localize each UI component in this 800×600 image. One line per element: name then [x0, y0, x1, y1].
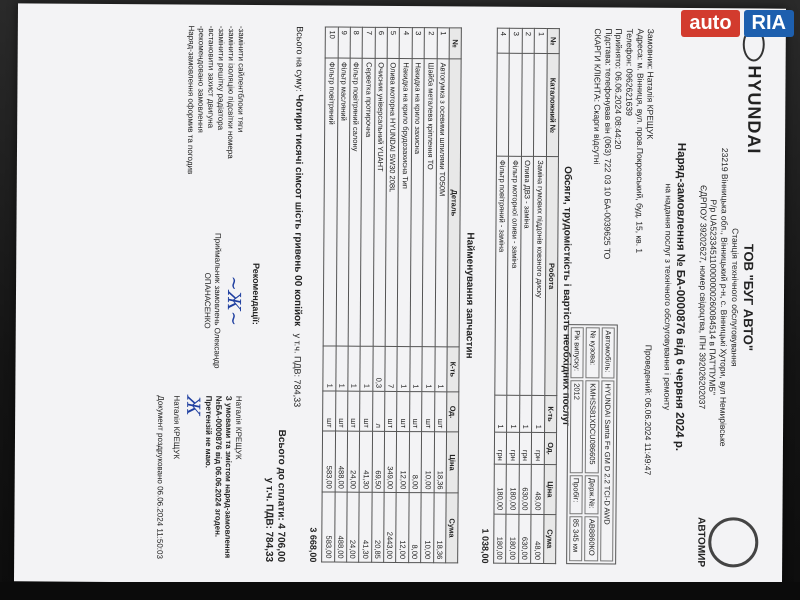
table-cell: 180,00	[506, 464, 519, 514]
table-cell: 12,00	[397, 432, 410, 493]
parts-title: Найменування запчастин	[463, 232, 476, 359]
table-cell: 8,00	[409, 432, 422, 493]
vat-value: 784,33	[292, 379, 303, 408]
table-cell: шт	[385, 392, 398, 432]
table-cell: грн	[507, 432, 520, 464]
note-line: -замінити решітку радіатора	[216, 25, 227, 131]
table-cell: Заміна гумових піддонів ковзного диску	[532, 157, 546, 396]
table-cell: 41,30	[359, 431, 372, 492]
table-cell: 48,00	[531, 465, 544, 515]
table-cell: грн	[519, 432, 532, 464]
order-subtitle: на надання послуг з технічного обслуговування і ремонту	[662, 183, 674, 411]
table-cell: 630,00	[519, 514, 532, 564]
company-name: ТОВ "БУГ АВТО"	[740, 243, 757, 352]
table-cell: шт	[360, 391, 373, 431]
table-header: К-ть	[544, 396, 557, 433]
footer-block	[122, 25, 246, 562]
performed-date: Проведений: 06.06.2024 11:49:47	[642, 344, 654, 476]
table-cell	[509, 54, 522, 157]
table-cell: Накидка на крило захисна	[410, 59, 424, 346]
table-cell: 41,30	[359, 492, 372, 562]
table-cell: 1	[437, 28, 450, 59]
table-cell: шт	[323, 391, 336, 431]
table-cell: 2	[424, 28, 437, 59]
table-cell: 18,36	[433, 493, 446, 563]
table-cell: 5	[387, 27, 400, 58]
total-to-pay: 4 706,00	[275, 523, 287, 563]
table-cell: 12,00	[396, 493, 409, 563]
note-line: -замінити сайлентблоки тяги	[236, 25, 247, 133]
watermark-auto: auto	[681, 10, 739, 37]
watermark-ria: RIA	[744, 10, 794, 37]
table-cell: 7	[363, 27, 376, 58]
table-cell: 1	[534, 28, 547, 53]
hyundai-logo: HYUNDAI	[742, 27, 766, 154]
table-cell: шт	[397, 392, 410, 432]
company-line2: 23219 Вінницька обл., Вінницький р-н, с. Вінницькі Хутори, вул Немирівське	[718, 147, 731, 447]
table-cell: 4	[400, 27, 413, 58]
autoria-watermark	[681, 10, 794, 37]
order-reason: Підстава: телефонував він (063) 722 03 10 БА-0039625 ТО	[602, 28, 614, 260]
company-line3: Р/р UA523345110000000260084514 в ПАТ"ПУМБ"	[707, 199, 720, 395]
table-cell: грн	[532, 432, 545, 464]
table-cell: 2	[522, 28, 535, 53]
table-cell: 3	[510, 28, 523, 53]
note-line: -встановити захист двигуна	[206, 25, 217, 129]
table-cell: 349,00	[384, 431, 397, 492]
table-cell: 69,50	[372, 431, 385, 492]
table-cell: 6	[375, 27, 388, 58]
table-header: Деталь	[447, 59, 461, 346]
table-cell: 4	[497, 28, 510, 53]
table-cell	[521, 54, 534, 157]
table-header: №	[547, 29, 560, 54]
table-cell: шт	[422, 392, 435, 432]
table-header: Ціна	[544, 465, 557, 515]
company-line1: Станція технічного обслуговування	[729, 228, 741, 367]
table-cell: Оливa ДВЗ - заміна	[520, 157, 534, 396]
table-header: Ціна	[446, 432, 459, 493]
sum-in-words: Чотири тисячі сімсот шість гривень 00 копійок	[291, 94, 305, 327]
table-cell: 1	[507, 395, 520, 432]
table-cell: 1	[519, 395, 532, 432]
table-cell: Автогумка з осевими шпилями ТО50М	[435, 59, 449, 346]
table-cell: Фільтр повітряний - заміна	[495, 156, 509, 395]
table-cell: 24,00	[347, 431, 360, 492]
table-cell: 1	[434, 346, 447, 392]
document-paper	[14, 3, 786, 586]
customer-address: Адреса: м. Вінниця, вул. пров.Покровський, буд. 15, кв. 1	[633, 28, 646, 254]
dealer-name: АВТОМИР	[695, 517, 707, 568]
table-header: Од.	[447, 392, 460, 432]
table-cell: 7	[385, 346, 398, 392]
table-cell: шт	[434, 392, 447, 432]
table-cell: 1	[410, 346, 423, 392]
table-cell: 1	[348, 346, 361, 392]
note-line: -рекомендовано замовлення	[196, 25, 207, 133]
table-cell: 630,00	[519, 464, 532, 514]
table-cell: 180,00	[506, 514, 519, 564]
table-cell: Олива моторна HYUNDAI 5W30 208L	[385, 59, 399, 346]
table-cell: 48,00	[531, 514, 544, 564]
note-line: -замінити ізоляцію підсвітки номера	[226, 25, 237, 159]
table-cell: Фільтр повітряний	[323, 58, 337, 345]
table-cell: шт	[409, 392, 422, 432]
works-title: Обсяги, трудомісткість і вартість необхідних послуг	[560, 166, 574, 427]
table-cell	[534, 54, 547, 157]
table-cell: Накидка на крило брудозахисна Тип	[398, 59, 412, 346]
parts-table	[321, 26, 462, 563]
total-vat: 784,33	[263, 531, 275, 563]
table-cell: шт	[348, 391, 361, 431]
order-title: Наряд-замовлення № БА-0000876 від 6 червня 2024 р.	[673, 142, 688, 452]
table-header: Робота	[544, 157, 558, 396]
customer-info	[571, 28, 657, 564]
customer-name: Замовник: Наталія КРЕЩУК	[645, 28, 657, 140]
table-cell: Очисник універсальний YUAHT	[373, 59, 387, 346]
table-cell: 180,00	[494, 464, 507, 514]
table-cell: 1	[360, 346, 373, 392]
table-cell: Серветка протирочна	[361, 59, 375, 346]
parts-total: 3 668,00	[308, 527, 319, 563]
table-cell: 488,00	[334, 492, 347, 562]
recommendations-label: Рекомендації:	[251, 262, 262, 326]
table-header: Каталожний №	[546, 54, 559, 157]
printed-date: Документ роздруковано 06.06.2024 11:50:03	[154, 395, 166, 559]
dealer-logo	[694, 517, 759, 567]
works-total: 1 038,00	[480, 528, 491, 564]
note-line: Наряд-замовлення оформив та погодив	[186, 25, 197, 175]
vehicle-mileage: 85 345 км	[569, 516, 583, 562]
table-cell: 9	[338, 27, 351, 58]
table-cell: 1	[323, 346, 336, 392]
company-line4: ЄДРПОУ 39202627, номер свідоцтва, ІПН 392026202037	[697, 185, 709, 410]
table-header: Сума	[446, 493, 459, 563]
summary-block: Всього на суму: Чотири тисячі сімсот шість гривень 00 копійок у т.ч. ПДВ: 784,33 Всього до сплати: 4 706,00 у т.ч. ПДВ: 784,33 Рекомендації:	[248, 26, 304, 562]
table-cell: 488,00	[335, 431, 348, 492]
table-cell: 1	[422, 346, 435, 392]
table-cell: л	[372, 392, 385, 432]
master-signature-mark: ~Ж~	[223, 275, 245, 327]
table-cell: 3	[412, 28, 425, 59]
customer-signature-mark: Ж	[182, 395, 204, 416]
table-cell: 20,85	[371, 493, 384, 563]
table-cell: 8,00	[409, 493, 422, 563]
table-cell: 18,36	[434, 432, 447, 493]
table-header: Од.	[544, 432, 557, 464]
table-cell: 10,00	[421, 432, 434, 493]
table-cell: 583,00	[322, 492, 335, 562]
table-cell: шт	[335, 391, 348, 431]
table-cell: Шайба металева кріплення ТО	[422, 59, 436, 346]
customer-complaint: СКАРГИ КЛІЄНТА: Скарги відсутні	[592, 28, 603, 165]
table-cell: Фільтр повітряний салону	[348, 59, 362, 346]
vehicle-year: 2012	[570, 380, 584, 473]
table-cell	[497, 54, 510, 157]
recommendation-notes	[185, 26, 246, 206]
table-header: №	[449, 28, 462, 59]
table-cell: 10	[325, 27, 338, 58]
works-table	[493, 28, 560, 564]
customer-signature: Наталія КРЕЩУК З умовами та змістом наряд-замовлення №БА-0000876 від 06.06.2024 згоден. Претензій не маю. Ж Наталія КРЕЩУК Документ роздруковано 06.06.2024 11:50:03	[154, 395, 244, 566]
table-cell: Фільтр масляний	[336, 58, 350, 345]
document-sheet	[28, 12, 772, 577]
table-cell: 180,00	[494, 514, 507, 564]
table-cell: 1	[397, 346, 410, 392]
table-cell: 24,00	[347, 492, 360, 562]
vehicle-table: Автомобіль: HYUNDAI Santa Fe GM D 2.2 TCI-D AWD № кузова: KMHSS81XDCU086605 Держ.№: АВ8860КО Рік випуску: 2012 Пробіг: 85 345 км	[566, 324, 618, 564]
customer-phone: Телефон: 0962621639	[624, 28, 635, 116]
table-header: К-ть	[447, 346, 460, 392]
table-header: Сума	[543, 514, 556, 564]
master-signature: ~Ж~ Приймальник замовлень Олександр ОПАНАСЕНКО	[201, 216, 245, 386]
table-cell: 583,00	[322, 431, 335, 492]
received-date: Прийнято: 06.06.2024 08:44:20	[613, 28, 625, 150]
vehicle-plate: АВ8860КО	[585, 516, 599, 562]
table-cell: 1	[532, 395, 545, 432]
table-cell: грн	[494, 432, 507, 464]
table-cell: 8	[350, 27, 363, 58]
vehicle-vin: KMHSS81XDCU086605	[585, 380, 599, 473]
table-cell: 1	[335, 346, 348, 392]
table-cell: 2443,00	[384, 493, 397, 563]
table-cell: 0,3	[373, 346, 386, 392]
table-cell: Фільтр моторної оливи - заміна	[507, 157, 521, 396]
table-cell: 10,00	[421, 493, 434, 563]
vehicle-model: HYUNDAI Santa Fe GM D 2.2 TCI-D AWD	[600, 380, 615, 561]
dealer-emblem-icon	[708, 517, 758, 567]
table-cell: 1	[495, 395, 508, 432]
bottom-shadow	[0, 582, 800, 600]
